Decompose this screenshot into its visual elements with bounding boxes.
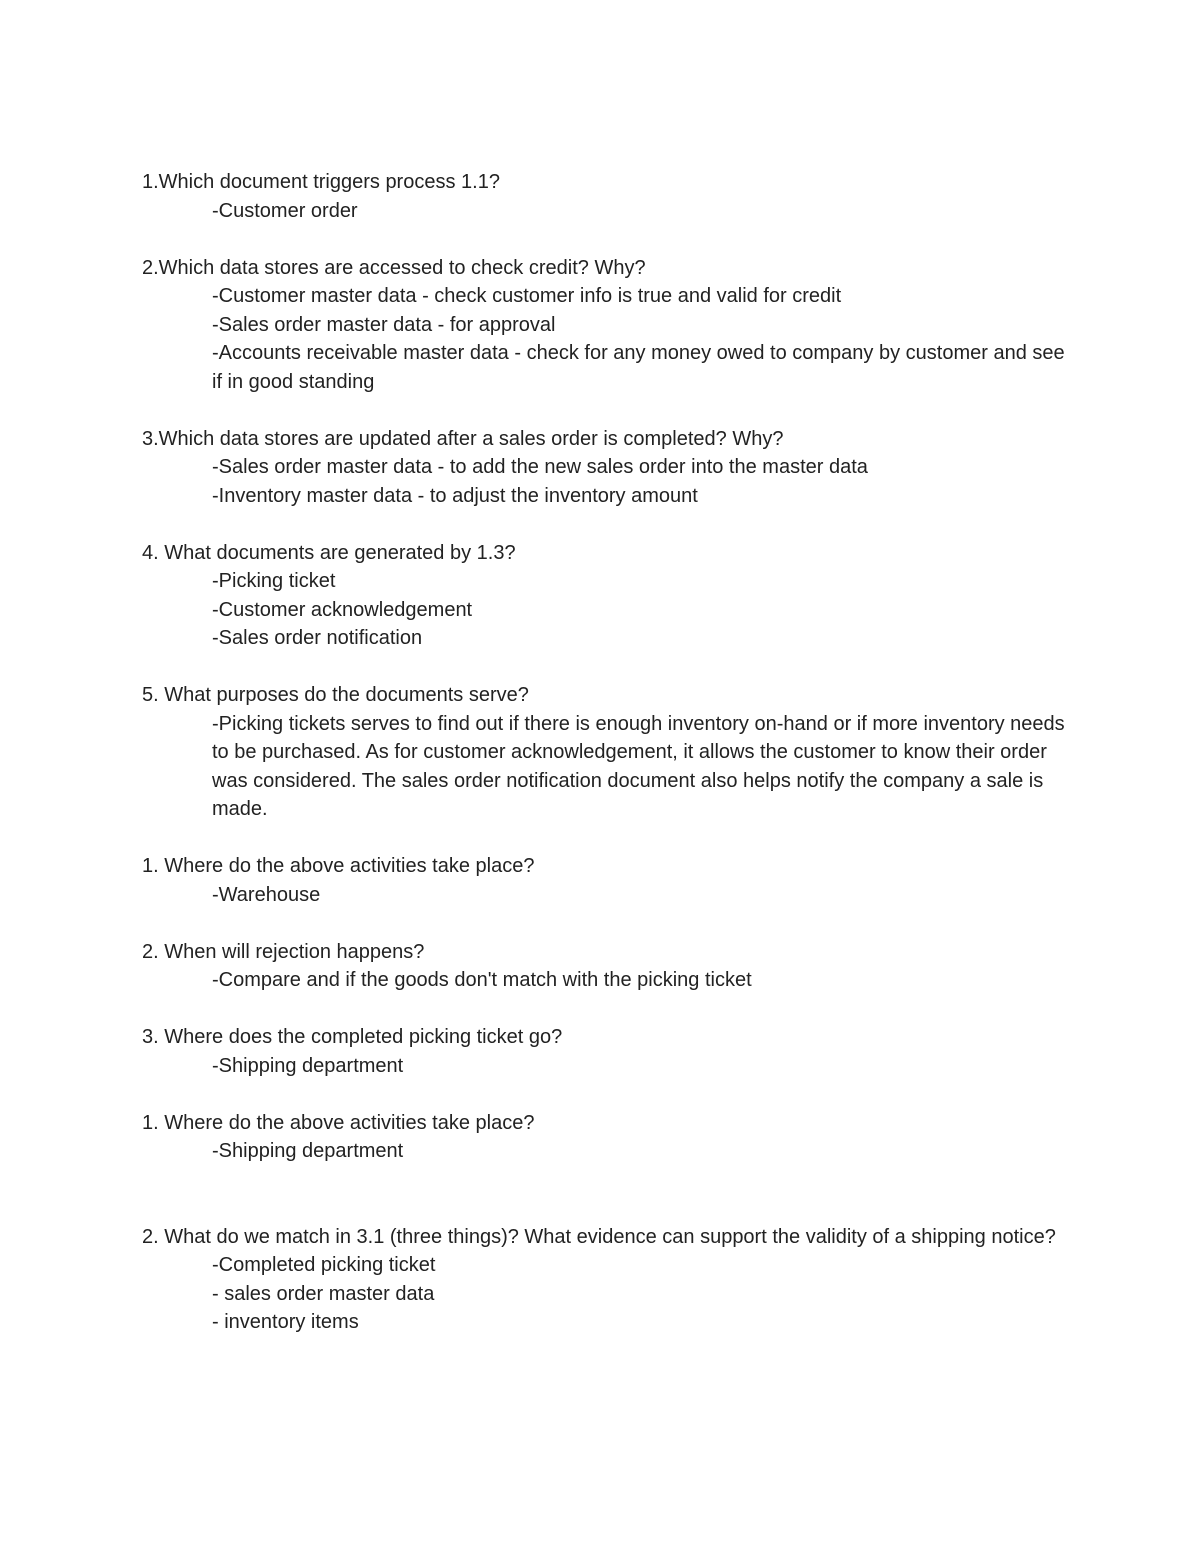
qa-block-4 bbox=[142, 539, 1070, 653]
paragraph-gap bbox=[142, 995, 1070, 1024]
paragraph-gap bbox=[142, 909, 1070, 938]
answer-text: -Customer acknowledgement bbox=[212, 598, 473, 621]
answer-text: -Sales order notification bbox=[212, 627, 423, 649]
answer-text: -Completed picking ticket bbox=[212, 1254, 436, 1276]
question-text: 3.Which data stores are updated after a sales order is completed? Why? bbox=[142, 427, 784, 450]
paragraph-gap bbox=[142, 824, 1070, 853]
answer-text: -Shipping department bbox=[212, 1054, 404, 1077]
answer-text: -Sales order master data - for approval bbox=[212, 313, 556, 336]
question-text: 1. Where do the above activities take place? bbox=[142, 1111, 535, 1134]
answer-text: -Inventory master data - to adjust the inventory amount bbox=[212, 484, 698, 507]
answer-text: -Sales order master data - to add the new sales order into the master data bbox=[212, 456, 868, 478]
paragraph-gap bbox=[142, 510, 1070, 539]
qa-block-9 bbox=[142, 1109, 1070, 1166]
qa-block-6 bbox=[142, 852, 1070, 909]
qa-block-10 bbox=[142, 1223, 1070, 1337]
answer-text: - sales order master data bbox=[212, 1282, 435, 1305]
answer-text: -Accounts receivable master data - check for any money owed to company by customer and see if in good standing bbox=[212, 342, 1065, 393]
qa-block-5 bbox=[142, 681, 1070, 824]
paragraph-gap bbox=[142, 1166, 1070, 1223]
answer-text: - inventory items bbox=[212, 1311, 359, 1333]
question-text: 1. Where do the above activities take place? bbox=[142, 855, 535, 877]
qa-block-2 bbox=[142, 254, 1070, 397]
question-text: 2.Which data stores are accessed to check credit? Why? bbox=[142, 256, 646, 279]
paragraph-gap bbox=[142, 396, 1070, 425]
paragraph-gap bbox=[142, 653, 1070, 682]
question-text: 3. Where does the completed picking ticket go? bbox=[142, 1026, 563, 1048]
question-text: 2. When will rejection happens? bbox=[142, 940, 425, 963]
qa-block-1 bbox=[142, 168, 1070, 225]
answer-text: -Picking ticket bbox=[212, 570, 336, 592]
paragraph-gap bbox=[142, 225, 1070, 254]
question-text: 5. What purposes do the documents serve? bbox=[142, 684, 529, 706]
question-text: 1.Which document triggers process 1.1? bbox=[142, 171, 500, 193]
qa-block-3 bbox=[142, 425, 1070, 511]
answer-text: -Compare and if the goods don't match with the picking ticket bbox=[212, 969, 752, 991]
answer-text: -Customer master data - check customer info is true and valid for credit bbox=[212, 285, 842, 307]
qa-block-7 bbox=[142, 938, 1070, 995]
answer-text: -Customer order bbox=[212, 199, 358, 222]
answer-text: -Picking tickets serves to find out if there is enough inventory on-hand or if more inventory needs to be purchased. As for customer acknowledgement, it allows the customer to know their order was considered. The sales order notification document also helps notify the company a sale is made. bbox=[212, 712, 1065, 820]
paragraph-gap bbox=[142, 1080, 1070, 1109]
qa-block-8 bbox=[142, 1023, 1070, 1080]
question-text: 2. What do we match in 3.1 (three things)? What evidence can support the validity of a shipping notice? bbox=[142, 1225, 1056, 1248]
question-text: 4. What documents are generated by 1.3? bbox=[142, 541, 516, 564]
answer-text: -Shipping department bbox=[212, 1140, 404, 1162]
answer-text: -Warehouse bbox=[212, 883, 321, 906]
